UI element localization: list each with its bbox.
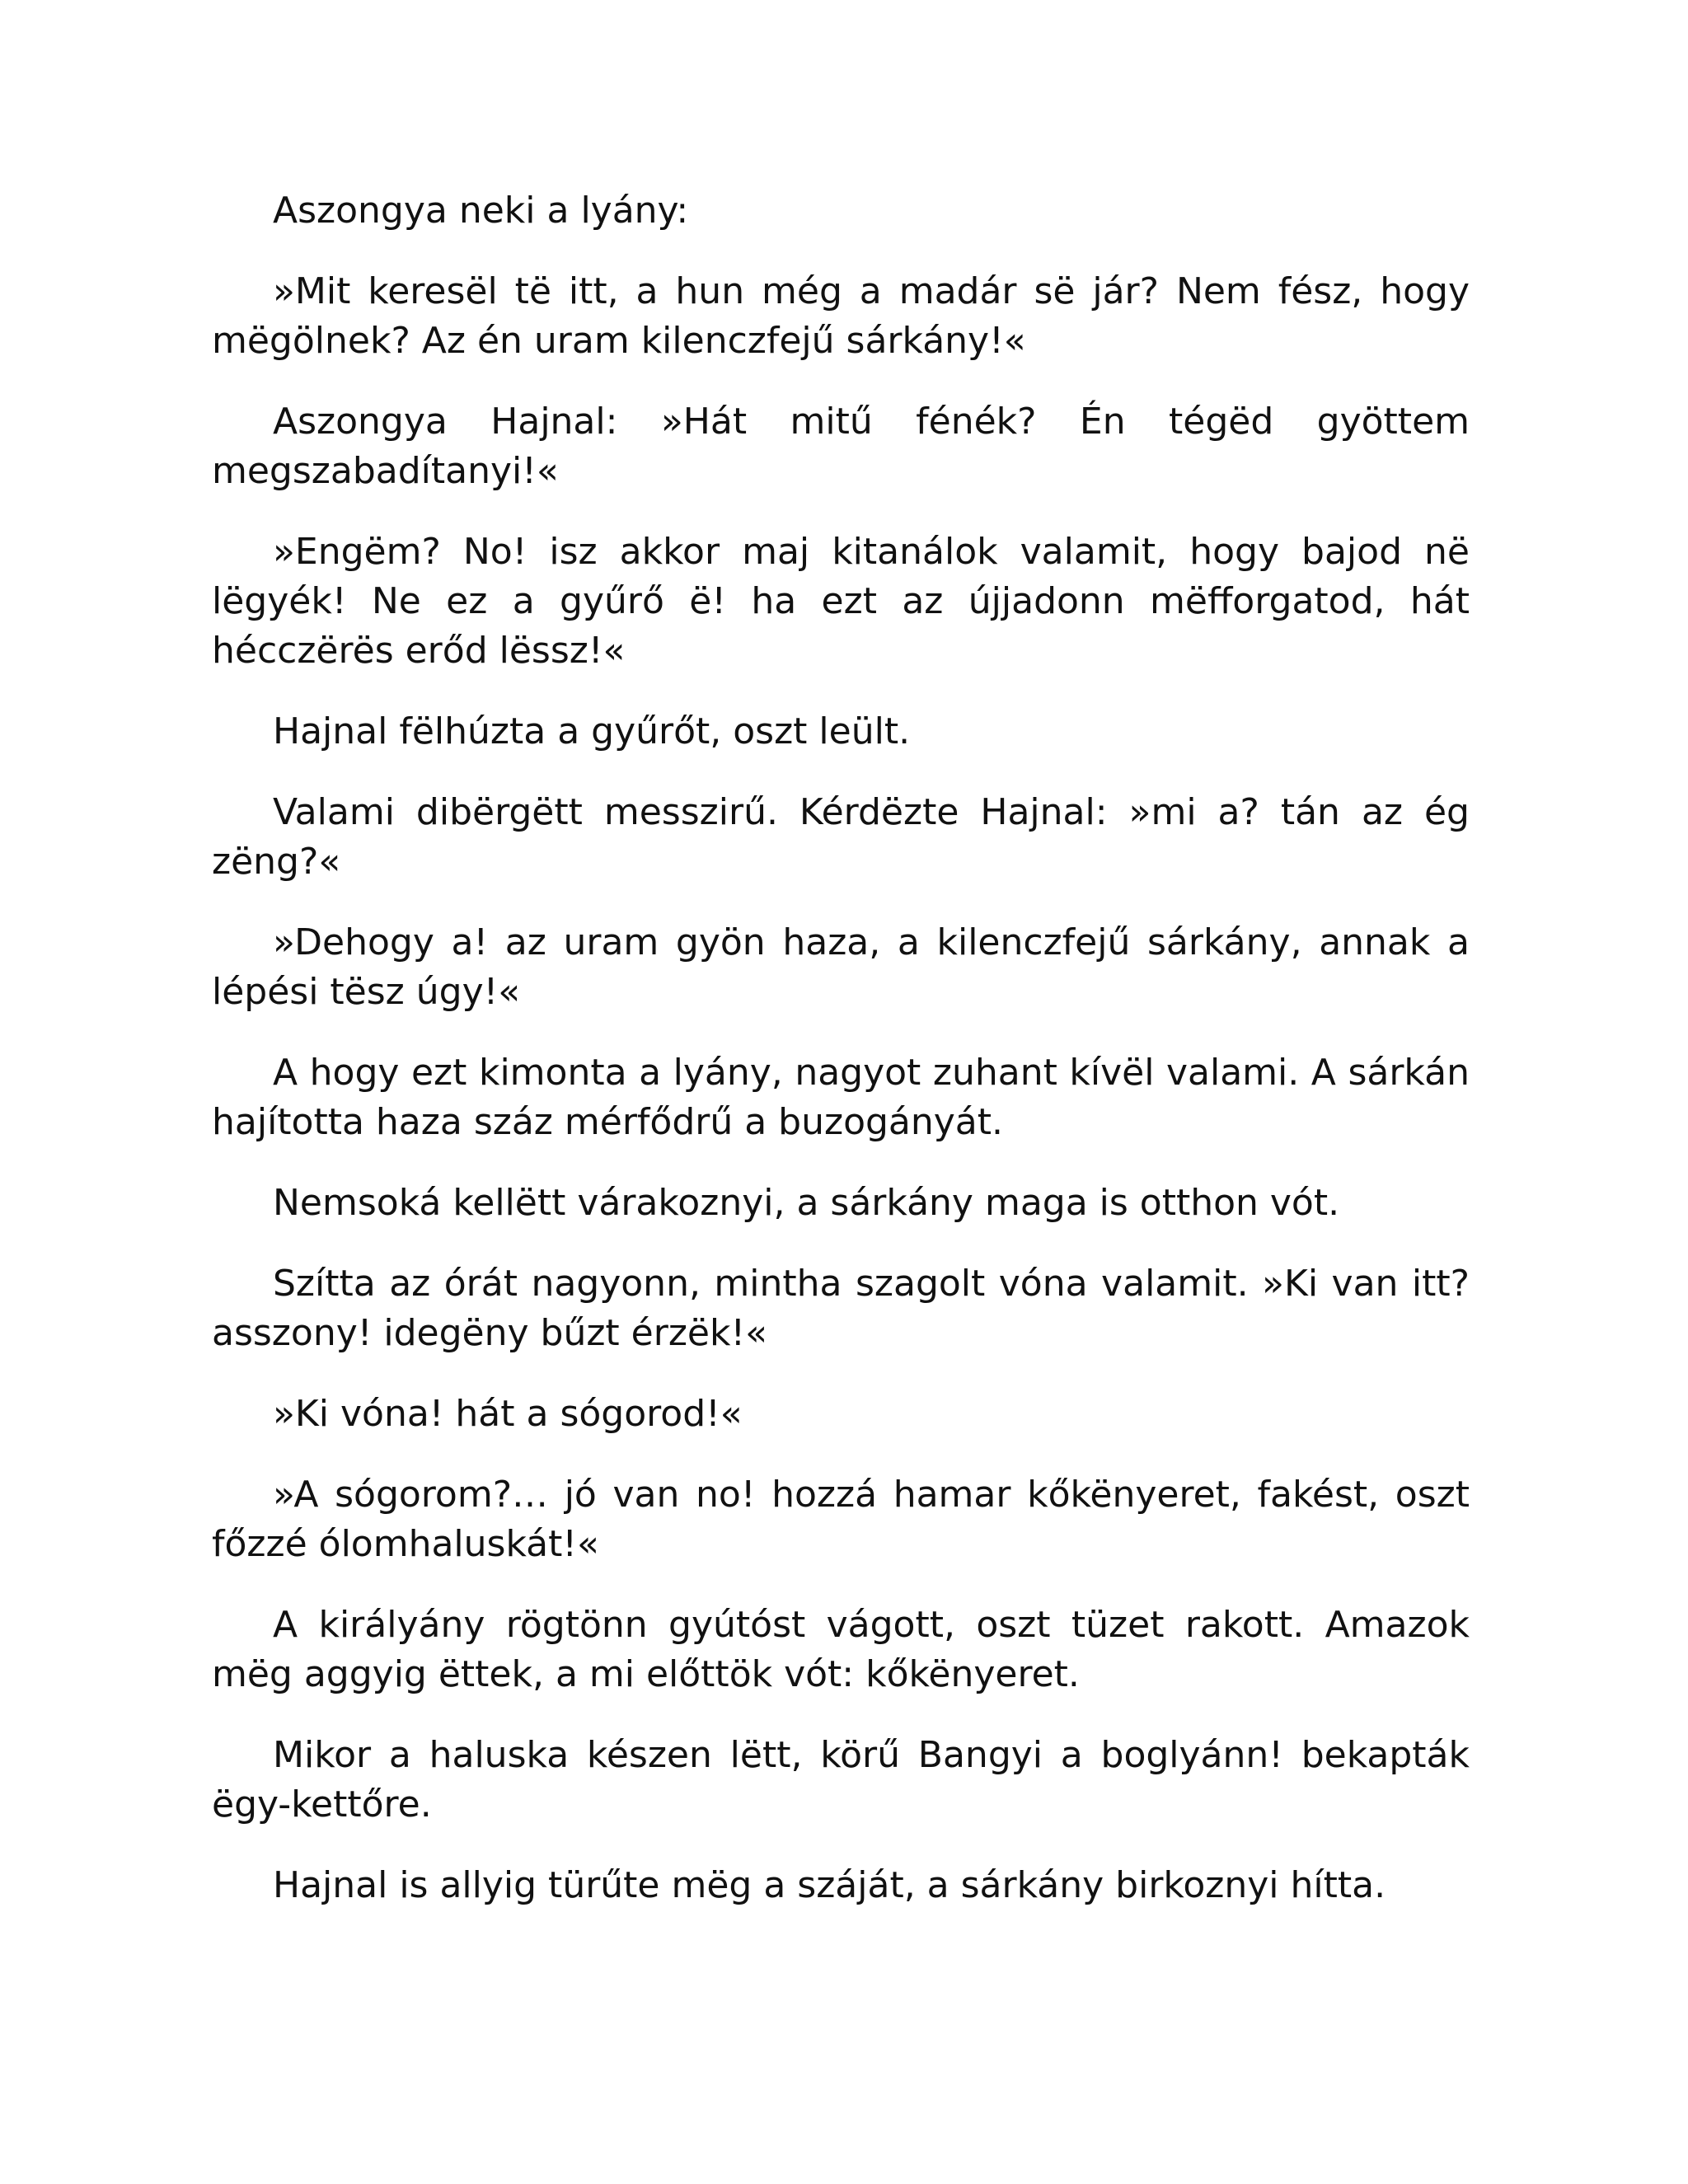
paragraph-3: Aszongya Hajnal: »Hát mitű fénék? Én tégëd gyöttem megszabadítanyi!« [212, 401, 1470, 492]
paragraph-12: »A sógorom?… jó van no! hozzá hamar kőkënyeret, fakést, oszt főzzé ólomhaluskát!« [212, 1474, 1470, 1565]
paragraph-13: A királyány rögtönn gyútóst vágott, oszt tüzet rakott. Amazok mëg aggyig ëttek, a mi előttök vót: kőkënyeret. [212, 1604, 1470, 1695]
paragraph-15: Hajnal is allyig türűte mëg a száját, a sárkány birkoznyi hítta. [273, 1864, 1386, 1906]
paragraph-4: »Engëm? No! isz akkor maj kitanálok valamit, hogy bajod në lëgyék! Ne ez a gyűrő ë! ha ezt az újjadonn mëfforgatod, hát hécczërës erőd lëssz!« [212, 531, 1470, 672]
story-text [212, 186, 1470, 1942]
paragraph-7: »Dehogy a! az uram gyön haza, a kilenczfejű sárkány, annak a lépési tësz úgy!« [212, 921, 1470, 1013]
paragraph-2: »Mit keresël të itt, a hun még a madár së jár? Nem fész, hogy mëgölnek? Az én uram kilenczfejű sárkány!« [212, 270, 1470, 362]
paragraph-14: Mikor a haluska készen lëtt, körű Bangyi a boglyánn! bekapták ëgy-kettőre. [212, 1734, 1470, 1825]
paragraph-5: Hajnal fëlhúzta a gyűrőt, oszt leült. [273, 710, 911, 752]
paragraph-6: Valami dibërgëtt messzirű. Kérdëzte Hajnal: »mi a? tán az ég zëng?« [212, 791, 1470, 883]
paragraph-1: Aszongya neki a lyány: [273, 190, 689, 232]
paragraph-10: Szítta az órát nagyonn, mintha szagolt vóna valamit. »Ki van itt? asszony! idegëny bűzt érzëk!« [212, 1263, 1470, 1354]
paragraph-9: Nemsoká kellëtt várakoznyi, a sárkány maga is otthon vót. [273, 1182, 1340, 1224]
paragraph-8: A hogy ezt kimonta a lyány, nagyot zuhant kívël valami. A sárkán hajította haza száz mérfődrű a buzogányát. [212, 1052, 1470, 1143]
paragraph-11: »Ki vóna! hát a sógorod!« [273, 1393, 743, 1435]
